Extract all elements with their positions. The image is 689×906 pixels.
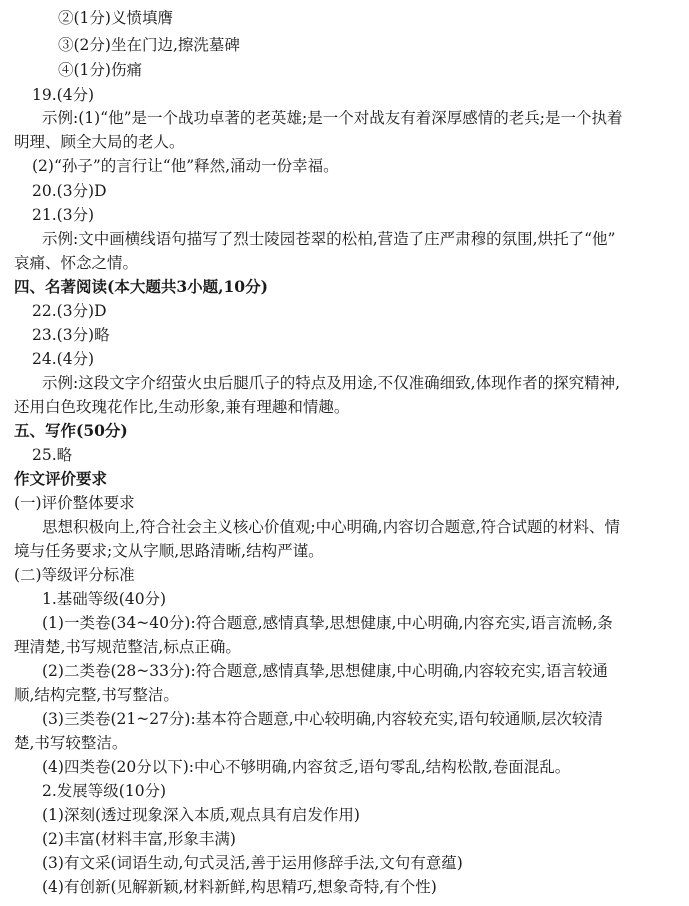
- criteria-line: (4)有创新(见解新颖,材料新鲜,构思精巧,想象奇特,有个性): [42, 878, 437, 896]
- question-number: 19.(4分): [32, 86, 95, 104]
- criteria-heading: 1.基础等级(40分): [42, 590, 167, 608]
- criteria-line: 楚,书写较整洁。: [14, 734, 128, 752]
- criteria-heading: 2.发展等级(10分): [42, 782, 167, 800]
- answer-line: ④(1分)伤痛: [58, 61, 142, 79]
- question-number: 23.(3分)略: [32, 326, 110, 344]
- question-number: 24.(4分): [32, 350, 95, 368]
- answer-line: 示例:这段文字介绍萤火虫后腿爪子的特点及用途,不仅准确细致,体现作者的探究精神,: [42, 374, 621, 392]
- answer-line: 哀痛、怀念之情。: [14, 254, 139, 272]
- subsection-heading: (一)评价整体要求: [14, 494, 135, 512]
- answer-line: 明理、顾全大局的老人。: [14, 133, 185, 151]
- criteria-line: (4)四类卷(20分以下):中心不够明确,内容贫乏,语句零乱,结构松散,卷面混乱。: [42, 758, 571, 776]
- section-heading: 五、写作(50分): [14, 421, 128, 440]
- criteria-line: (2)丰富(材料丰富,形象丰满): [42, 830, 236, 848]
- answer-line: 示例:(1)“他”是一个战功卓著的老英雄;是一个对战友有着深厚感情的老兵;是一个执着: [42, 109, 623, 127]
- answer-line: ③(2分)坐在门边,擦洗墓碑: [58, 36, 240, 54]
- criteria-line: (2)二类卷(28~33分):符合题意,感情真挚,思想健康,中心明确,内容较充实,语言较通: [42, 662, 608, 680]
- question-number: 22.(3分)D: [32, 302, 107, 320]
- criteria-line: (3)有文采(词语生动,句式灵活,善于运用修辞手法,文句有意蕴): [42, 854, 463, 872]
- answer-line: (2)“孙子”的言行让“他”释然,涌动一份幸福。: [32, 157, 339, 175]
- section-heading: 作文评价要求: [14, 469, 108, 488]
- criteria-line: (3)三类卷(21~27分):基本符合题意,中心较明确,内容较充实,语句较通顺,层次较清: [42, 710, 603, 728]
- criteria-line: (1)深刻(透过现象深入本质,观点具有启发作用): [42, 806, 360, 824]
- answer-line: 还用白色玫瑰花作比,生动形象,兼有理趣和情趣。: [14, 398, 350, 416]
- answer-line: ②(1分)义愤填膺: [58, 9, 173, 27]
- question-number: 20.(3分)D: [32, 182, 107, 200]
- question-number: 21.(3分): [32, 206, 95, 224]
- criteria-line: 理清楚,书写规范整洁,标点正确。: [14, 638, 241, 656]
- criteria-line: 思想积极向上,符合社会主义核心价值观;中心明确,内容切合题意,符合试题的材料、情: [42, 518, 621, 536]
- subsection-heading: (二)等级评分标准: [14, 566, 135, 584]
- criteria-line: 顺,结构完整,书写整洁。: [14, 686, 179, 704]
- question-number: 25.略: [32, 446, 73, 464]
- section-heading: 四、名著阅读(本大题共3小题,10分): [14, 277, 268, 296]
- answer-line: 示例:文中画横线语句描写了烈士陵园苍翠的松柏,营造了庄严肃穆的氛围,烘托了“他”: [42, 230, 616, 248]
- criteria-line: (1)一类卷(34~40分):符合题意,感情真挚,思想健康,中心明确,内容充实,语言流畅,条: [42, 614, 613, 632]
- criteria-line: 境与任务要求;文从字顺,思路清晰,结构严谨。: [14, 542, 324, 560]
